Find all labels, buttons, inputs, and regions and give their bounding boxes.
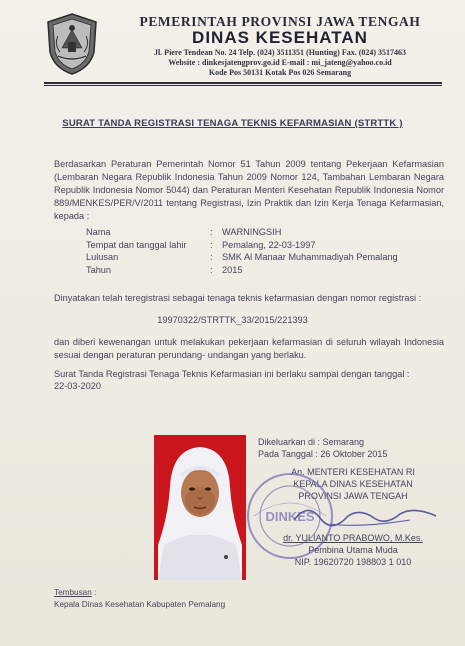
field-label: Nama: [86, 227, 111, 237]
signatory-on-behalf: An. MENTERI KESEHATAN RI: [291, 467, 415, 477]
cc-heading: [54, 588, 96, 597]
field-value: SMK Al Manaar Muhammadiyah Pemalang: [222, 252, 398, 263]
registration-number: 19970322/STRTTK_33/2015/221393: [157, 315, 308, 325]
field-row-name: [86, 226, 426, 239]
letterhead-province: PEMERINTAH PROVINSI JAWA TENGAH: [139, 14, 421, 29]
authority-paragraph: dan diberi kewenangan untuk melakukan pekerjaan kefarmasian di seluruh wilayah Indonesia sesuai dengan peraturan perundang- undangan yang berlaku.: [54, 337, 444, 360]
photo-portrait-graphic: [154, 435, 246, 580]
signatory-rank: Pembina Utama Muda: [308, 545, 398, 555]
field-row-birth: [86, 239, 426, 252]
signatory-province: PROVINSI JAWA TENGAH: [298, 491, 408, 501]
field-colon: :: [210, 252, 213, 263]
field-colon: :: [210, 239, 213, 250]
field-row-year: [86, 264, 426, 277]
letterhead-postal: Kode Pos 50131 Kotak Pos 026 Semarang: [208, 68, 352, 77]
field-value: WARNINGSIH: [222, 227, 282, 237]
field-label: Tahun: [86, 264, 112, 275]
letterhead-agency: DINAS KESEHATAN: [192, 28, 368, 47]
letterhead-website: Website : dinkesjatengprov.go.id E-mail : mi_jateng@yahoo.co.id: [168, 58, 392, 67]
letterhead-address: Jl. Piere Tendean No. 24 Telp. (024) 3511351 (Hunting) Fax. (024) 3517463: [153, 48, 407, 57]
signatory-nip: NIP. 19620720 198803 1 010: [294, 557, 412, 567]
cc-colon: :: [91, 588, 97, 597]
letterhead-rule-thick: [44, 82, 442, 84]
issued-place: Dikeluarkan di : Semarang: [258, 437, 365, 447]
field-colon: :: [210, 264, 213, 275]
cc-recipient: Kepala Dinas Kesehatan Kabupaten Pemalang: [54, 600, 226, 609]
issued-date: Pada Tanggal : 26 Oktober 2015: [258, 449, 388, 459]
registrant-fields: [86, 226, 426, 276]
field-label: Lulusan: [86, 252, 119, 263]
field-value: 2015: [222, 264, 243, 275]
signatory-name: dr. YULIANTO PRABOWO, M.Kes.: [283, 533, 423, 543]
coat-of-arms-logo: [44, 12, 100, 76]
field-value: Pemalang, 22-03-1997: [222, 239, 316, 250]
registrant-photo: [154, 435, 246, 580]
valid-until-date: 22-03-2020: [54, 381, 101, 391]
intro-paragraph: Berdasarkan Peraturan Pemerintah Nomor 51 Tahun 2009 tentang Pekerjaan Kefarmasian (Lembaran Negara Republik Indonesia Tahun 2009 Nomor 124, Tambahan Lembaran Negara Republik Indonesia Nomor 5044) dan Peraturan Menteri Kesehatan Republik Indonesia Nomor 889/MENKES/PER/V/2011 tentang Registrasi, Izin Praktik dan Izin Kerja Tenaga Kefarmasian, kepada :: [54, 159, 444, 221]
letterhead-rule-thin: [44, 85, 442, 86]
field-row-school: [86, 251, 426, 264]
svg-text:DINKES: DINKES: [265, 509, 315, 524]
validity-text: Surat Tanda Registrasi Tenaga Teknis Kefarmasian ini berlaku sampai dengan tanggal :: [54, 369, 410, 379]
signatory-position: KEPALA DINAS KESEHATAN: [293, 479, 413, 489]
cc-label: Tembusan: [54, 588, 92, 597]
field-label: Tempat dan tanggal lahir: [86, 239, 187, 250]
handwritten-signature: [290, 498, 440, 534]
declaration-text: Dinyatakan telah teregistrasi sebagai tenaga teknis kefarmasian dengan nomor registrasi :: [54, 293, 422, 303]
document-title: SURAT TANDA REGISTRASI TENAGA TEKNIS KEFARMASIAN (STRTTK ): [62, 118, 403, 129]
field-colon: :: [210, 227, 213, 237]
